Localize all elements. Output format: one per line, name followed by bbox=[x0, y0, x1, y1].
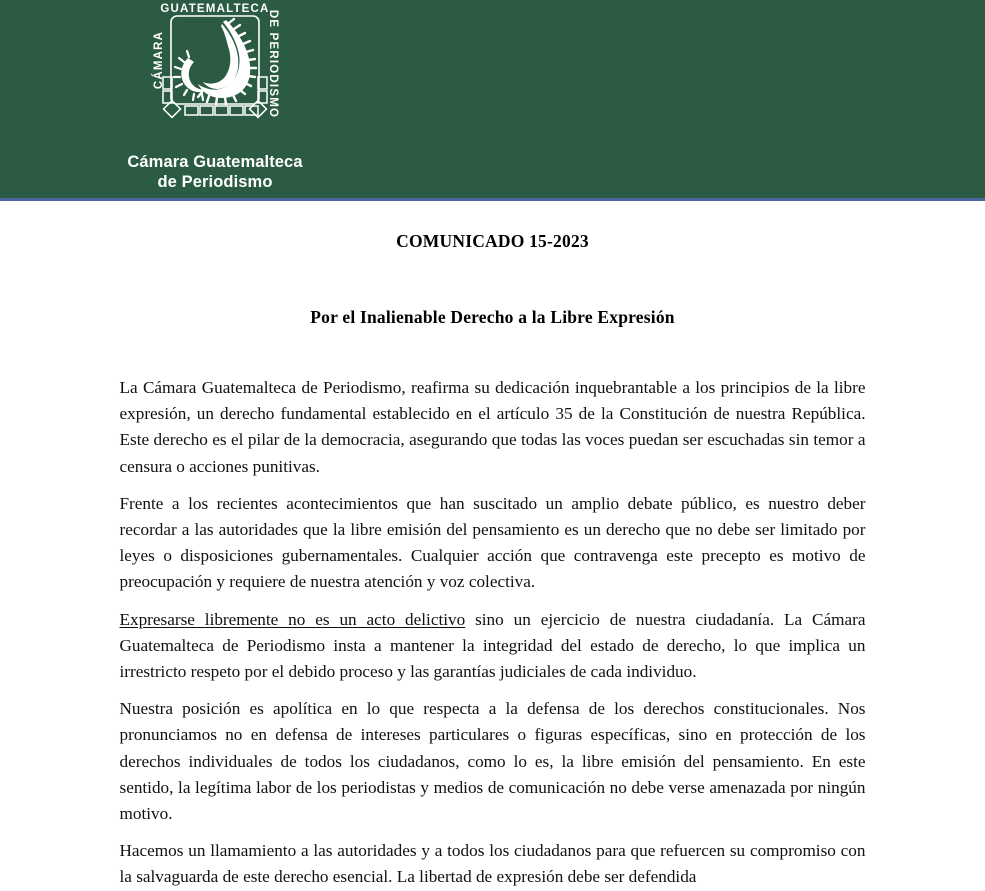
svg-text:DE PERIODISMO: DE PERIODISMO bbox=[267, 9, 279, 119]
quetzal-feather-emblem bbox=[130, 2, 300, 152]
svg-text:GUATEMALTECA: GUATEMALTECA bbox=[160, 3, 270, 15]
organization-logo bbox=[110, 0, 320, 198]
document-body bbox=[0, 201, 985, 891]
title-zone bbox=[120, 201, 866, 328]
document-paragraphs bbox=[120, 328, 866, 891]
paragraph-3 bbox=[120, 607, 866, 686]
paragraph-1: La Cámara Guatemalteca de Periodismo, reafirma su dedicación inquebrantable a los principios de la libre expresión, un derecho fundamental establecido en el artículo 35 de la Constitución de nuestra República. Este derecho es el pilar de la democracia, asegurando que todas las voces puedan ser escuchadas sin temor a censura o acciones punitivas. bbox=[119, 378, 866, 476]
paragraph-3-rest: sino un ejercicio de nuestra ciudadanía. La Cámara Guatemalteca de Periodismo insta a mantener la integridad del estado de derecho, lo que implica un irrestricto respeto por el debido proceso y las garantías judiciales de cada individuo. bbox=[119, 609, 866, 682]
document-subtitle: Por el Inalienable Derecho a la Libre Expresión bbox=[310, 307, 675, 327]
paragraph-2: Frente a los recientes acontecimientos que han suscitado un amplio debate público, es nuestro deber recordar a las autoridades que la libre emisión del pensamiento es un derecho que no debe ser limitado por leyes o disposiciones gubernamentales. Cualquier acción que contravenga este precepto es motivo de preocupación y requiere de nuestra atención y voz colectiva. bbox=[119, 493, 866, 592]
svg-text:CÁMARA: CÁMARA bbox=[153, 30, 165, 90]
logo-wordmark bbox=[127, 152, 302, 192]
logo-wordmark-line2: de Periodismo bbox=[157, 173, 273, 191]
paragraph-5-clipped: Hacemos un llamamiento a las autoridades y a todos los ciudadanos para que refuercen su compromiso con la salvaguarda de este derecho esencial. La libertad de expresión debe ser defendida bbox=[119, 841, 866, 887]
logo-wordmark-line1: Cámara Guatemalteca bbox=[127, 153, 303, 171]
underlined-statement: Expresarse libremente no es un acto delictivo bbox=[119, 609, 466, 629]
paragraph-4: Nuestra posición es apolítica en lo que respecta a la defensa de los derechos constitucionales. Nos pronunciamos no en defensa de intereses particulares o figuras específicas, sino en protección de los derechos individuales de todos los ciudadanos, como lo es, la libre emisión del pensamiento. En este sentido, la legítima labor de los periodistas y medios de comunicación no debe verse amenazada por ningún motivo. bbox=[119, 699, 866, 824]
header-banner bbox=[0, 0, 985, 201]
document-title: COMUNICADO 15-2023 bbox=[396, 231, 589, 251]
